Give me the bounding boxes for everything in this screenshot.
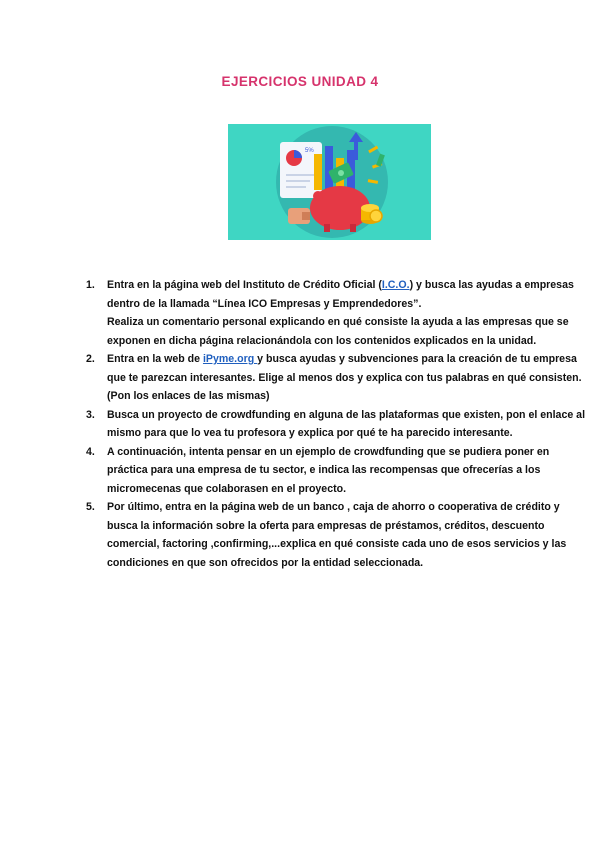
list-item [86, 406, 586, 443]
item-number: 1. [86, 279, 95, 291]
list-item [86, 498, 586, 572]
bar-icon-1 [314, 154, 322, 190]
item-text: y busca ayudas y subvenciones para la creación de tu empresa que te parezcan interesantes. Elige al menos dos y explica con tus palabras en qué consisten.(Pon los enlaces de las mismas) [107, 353, 582, 402]
bar-icon-2 [325, 146, 333, 190]
list-item [86, 350, 586, 406]
ipyme-link[interactable]: iPyme.org [202, 353, 258, 365]
item-text: ) y busca las ayudas a empresas dentro de la llamada “Línea ICO Empresas y Emprendedores”. [107, 279, 574, 310]
item-text: Entra en la web de [107, 353, 203, 365]
item-text: Busca un proyecto de crowdfunding en alguna de las plataformas que existen, pon el enlace al mismo para que lo vea tu profesora y explica por qué te ha parecido interesante. [107, 408, 586, 439]
list-item [86, 276, 586, 350]
item-text: Por último, entra en la página web de un banco , caja de ahorro o cooperativa de crédito y busca la información sobre la oferta para empresas de préstamos, créditos, descuento comercial, factoring ,confirming,...explica en qué consiste cada uno de esos servicios y las condiciones en que son ofrecidos por la entidad seleccionada. [107, 501, 567, 569]
item-number: 2. [86, 353, 95, 365]
percent-label: 5% [305, 148, 314, 154]
item-subtext: Realiza un comentario personal explicando en qué consiste la ayuda a las empresas que se exponen en dicha página relacionándola con los contenidos explicados en la unidad. [107, 316, 569, 347]
ico-link[interactable]: I.C.O. [381, 279, 410, 291]
exercise-list [86, 276, 586, 572]
finance-illustration [228, 124, 431, 240]
list-item [86, 443, 586, 499]
item-number: 3. [86, 408, 95, 421]
item-number: 5. [86, 501, 95, 513]
page-title: EJERCICIOS UNIDAD 4 [221, 74, 379, 89]
item-text: A continuación, intenta pensar en un ejemplo de crowdfunding que se pudiera poner en práctica para una empresa de tu sector, e indica las recompensas que ofrecerías a los micromecenas que colaborasen en el proyecto. [107, 445, 550, 495]
item-number: 4. [86, 445, 95, 458]
item-text: Entra en la página web del Instituto de Crédito Oficial ( [107, 279, 382, 291]
